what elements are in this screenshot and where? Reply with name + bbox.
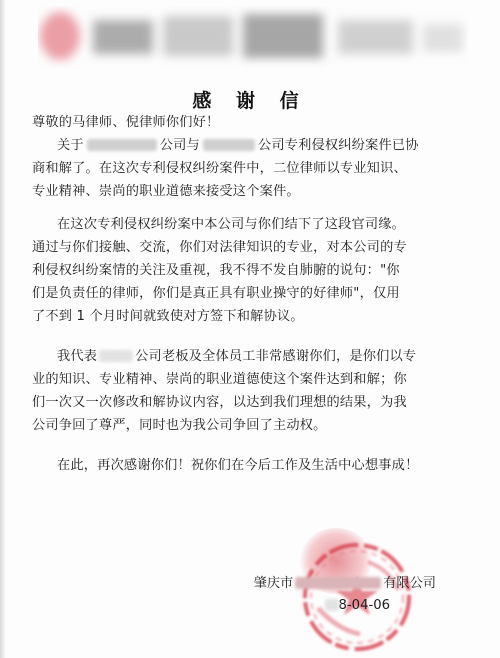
letterhead-redaction: [38, 6, 468, 68]
para4-line1: 在此，再次感谢你们！祝你们在今后工作及生活中心想事成！: [57, 458, 419, 473]
company-seal: [298, 538, 416, 656]
signature-company: [254, 572, 436, 591]
para2-line5: 了不到 1 个月时间就致使对方签下和解协议。: [32, 309, 304, 324]
signature-date-text: 8-04-06: [338, 598, 390, 613]
para1-line1-suffix: 公司专利侵权纠纷案件已协: [257, 138, 419, 153]
greeting: 尊敬的马律师、倪律师你们好！: [32, 115, 220, 130]
redacted-company-3: [99, 350, 133, 362]
redacted-year: [325, 599, 339, 611]
signature-date: [325, 598, 390, 613]
para1-line1-mid: 公司与: [159, 138, 200, 153]
para1-line1: [57, 137, 419, 155]
para2-line2: 通过与你们接触、交流，你们对法律知识的专业，对本公司的专: [32, 240, 407, 255]
redacted-company-2: [203, 139, 255, 151]
para2-line3: 利侵权纠纷案情的关注及重视，我不得不发自肺腑的说句："你: [32, 263, 400, 278]
para1-line2: 商和解了。在这次专利侵权纠纷案件中，二位律师以专业知识、: [32, 161, 407, 176]
para3-line1-prefix: 我代表: [57, 349, 98, 364]
para1-line1-prefix: 关于: [57, 138, 84, 153]
para3-line2: 业的知识、专业精神、崇尚的职业道德使这个案件达到和解；你: [32, 372, 407, 387]
para3-line1: [57, 348, 416, 366]
para3-line4: 公司争回了尊严，同时也为我公司争回了主动权。: [32, 418, 327, 433]
redacted-company-name: [295, 577, 381, 589]
para3-line1-suffix: 公司老板及全体员工非常感谢你们，是你们以专: [135, 349, 417, 364]
para3-line3: 们一次又一次修改和解协议内容，以达到我们理想的结果，为我: [32, 395, 407, 410]
signature-company-suffix: 有限公司: [383, 576, 436, 591]
redacted-company-1: [87, 139, 157, 151]
signature-company-prefix: 肇庆市: [253, 576, 294, 591]
para2-line1: 在这次专利侵权纠纷案中本公司与你们结下了这段官司缘。: [57, 217, 406, 232]
letter-title: 感 谢 信: [192, 90, 308, 112]
para2-line4: 们是负责任的律师，你们是真正具有职业操守的好律师"，仅用: [32, 286, 400, 301]
para1-line3: 专业精神、崇尚的职业道德来接受这个案件。: [32, 184, 300, 199]
